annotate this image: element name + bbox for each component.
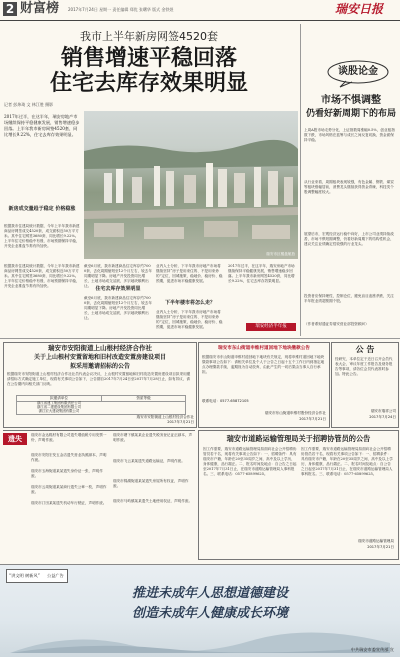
notice1-sign: 瑞安市安阳街道上山根村经济合作社 <box>136 415 194 419</box>
notice-road-transport <box>198 430 399 560</box>
aerial-city-photo <box>84 111 298 259</box>
notice4-body-cont: 因工作需要，瑞安市道路运输管理局拟面向社会公开招聘协管员若干名，现将有关事项公告如下：一、招聘条件：具有瑞安市户籍，年龄在20至35周岁之间，高中及以上学历，身体健康，品行端正。二、报名时间及地点：自公告之日起至2017年7月31日止，在瑞安市道路运输管理局人事科报名。三、联系电话：0577-65899625。 <box>301 447 393 476</box>
psa-footer: 中共瑞安市委宣传部 宣 <box>350 647 394 652</box>
notice2-title: 瑞安市东山街道申维村道回地下地块缴款公告 <box>218 346 310 351</box>
notice3-body: 经研究，本单位定于近日召开会员代表大会，审议年度工作报告及财务报告等事项，请各位会员代表准时参加。特此公告。 <box>335 357 393 376</box>
column-title-1: 市场不惧调整 <box>321 95 381 106</box>
lead-body-2: 根据我市住建局统计数据，今年上半年我市新建商品房网签成交4520套，成交面积近50万平方米。其中住宅网签3680套，同比增长9.22%。上半年住宅价格稳中有涨，市场预期保持平稳，开发企业推盘节奏有所加快。 <box>4 224 80 248</box>
talk-title: 谈股论金 <box>338 66 378 77</box>
column-body-2: 从行业来看，周期板块表现较强，有色金属、钢铁、煤炭等板块涨幅居前，消费龙头继续获得资金青睐，科技类个股调整幅度较大。 <box>304 180 394 194</box>
notice1-body: 根据瑞安市安阳街道上山根村经济合作社社员代表会议决议，上山根村安置留地和旧村改造安置房建设项目拟采用邀请招标方式确定施工单位，现将有关事项公告如下，公告期自2017年7月24日至2017年7月28日止，如有异议，请在公告期内向相关部门反映。 <box>7 372 191 386</box>
page-number: 2 <box>3 2 17 16</box>
list-item: 瑞安市塘下镇某某企业遗失税务登记证正副本，声明作废。 <box>113 433 193 442</box>
lead-title-2: 住宅去库存效果明显 <box>49 71 248 96</box>
list-item: 瑞安市马屿镇某某遗失土地使用权证，声明作废。 <box>113 499 193 503</box>
notice3-date: 2017年7月24日 <box>369 415 396 419</box>
notice1-title-1: 瑞安市安阳街道上山根村经济合作社 <box>48 344 152 352</box>
lead-title-1: 销售增速平稳回落 <box>60 46 237 71</box>
masthead <box>0 0 400 21</box>
section-divider <box>0 338 400 339</box>
date-line: 2017年7月24日 星期一 责任编辑 郑优 张曙华 版式 金铁煜 <box>68 7 174 12</box>
lead-body-2b: 根据我市住建局统计数据，今年上半年我市新建商品房网签成交4520套，成交面积近50万平方米。其中住宅网签3680套，同比增长9.22%。上半年住宅价格稳中有涨，市场预期保持平稳，开发企业推盘节奏有所加快。 <box>4 264 80 288</box>
notice4-date: 2017年7月21日 <box>367 545 394 549</box>
column-title-2: 仍看好新周期下的布局 <box>305 109 396 119</box>
notice4-sign: 瑞安市道路运输管理局 <box>358 539 394 543</box>
psa-label-box <box>6 569 68 583</box>
lead-body-3: 截至6月底，我市新建商品住宅库存约7000套，去化周期缩短至12个月左右，较去年同期明显下降。房地产开发投资同比增长，土地市场成交活跃，多宗地块顺利出让。 <box>84 264 152 288</box>
list-item: 瑞安市汀田某某遗失机动车行驶证，声明作废。 <box>31 501 107 505</box>
notice2-contact: 联系电话：0577-65872105 <box>202 399 249 403</box>
notice-shenwei <box>198 342 330 428</box>
talk-badge <box>326 60 390 88</box>
notice-shangshangen <box>3 342 197 428</box>
notice1-table-row: 浙江省建工集团有限责任公司 <box>36 401 82 405</box>
notice1-table-row: 浙江省二建建设集团有限公司 <box>36 405 82 409</box>
notice2-date: 2017年7月21日 <box>299 417 326 421</box>
column-body-1: 上周A股市场走势分化，上证指数周涨幅0.5%，创业板指数下跌，市场风格在蓝筹与成长之间反复切换，资金面保持平稳。 <box>304 128 395 142</box>
lead-kicker: 我市上半年新房网签4520套 <box>80 30 218 43</box>
lead-body-4b: 业内人士分析，下半年我市房地产市场将继续坚持“房子是用来住的、不是用来炒的”定位，因城施策，稳地价、稳房价、稳预期，促进市场平稳健康发展。 <box>156 310 223 329</box>
lost-notices-title: 遗失 <box>3 433 27 445</box>
notice2-body: 根据瑞安市东山街道申维村道回地下地块有关规定，现将申维村道回地下地块缴款事项公告如下：请相关单位及个人于公告之日起十五个工作日内到指定地点办理缴款手续，逾期视为自动放弃，由此产生的一切后果由当事人自行承担。 <box>202 355 325 374</box>
section-title: 财富榜 <box>20 1 60 16</box>
list-item: 瑞安市安阳宏发五金店遗失营业执照副本，声明作废。 <box>31 453 107 462</box>
paper-name: 瑞安日报 <box>335 2 384 16</box>
lost-notices <box>3 430 195 561</box>
column-divider <box>300 24 301 336</box>
notice1-table-row: 浙江宏大建设集团有限公司 <box>38 409 80 413</box>
notice4-title: 瑞安市道路运输管理局关于招聘协管员的公告 <box>226 434 371 443</box>
notice3-sign: 瑞安市瑞祥公司 <box>370 409 396 413</box>
notice1-title-3: 拟采用邀请招标的公告 <box>69 363 130 370</box>
notice1-table-header-1: 拟邀请单位 <box>17 396 102 402</box>
city-skyline-graphic <box>84 111 298 259</box>
lead-subhead-1: 新房成交量趋于稳定 价格稳涨 <box>8 206 76 212</box>
lead-body-3b: 截至6月底，我市新建商品住宅库存约7000套，去化周期缩短至12个月左右，较去年同期明显下降。房地产开发投资同比增长，土地市场成交活跃，多宗地块顺利出让。 <box>84 296 152 320</box>
lead-footer-tag: 瑞安经济半年报 <box>246 323 296 331</box>
column-author: （作者系财通证券瑞安营业部投资顾问） <box>304 322 369 326</box>
notice1-table <box>16 395 186 415</box>
psa-slogan-1: 推进未成年人思想道德建设 <box>131 586 288 601</box>
list-item: 瑞安市金达鞋材有限公司遗失增值税专用发票一份，声明作废。 <box>31 433 107 442</box>
column-body-4: 投资者应保持理性，控制仓位，避免盲目追涨杀跌，关注半年报业绩超预期个股。 <box>304 294 394 303</box>
notice-announcement <box>331 342 399 428</box>
notice3-title: 公 告 <box>355 345 375 354</box>
photo-caption: 瑞安市区楼盘航拍 <box>266 252 295 256</box>
lead-body-1b: 2017年过半，在这半年，瑞安房地产市场继续保持平稳健康发展，销售增速稳步回落。上半年我市新房网签4520套，同比增长9.22%，住宅去库存效果明显。 <box>228 264 295 283</box>
lead-subhead-2: 住宅去库存效果明显 <box>95 286 141 292</box>
list-item: 瑞安市云周街道某某商行遗失公章一枚，声明作废。 <box>31 485 107 494</box>
psa-label-2: 公益广告 <box>47 573 64 578</box>
notice2-sign: 瑞安市东山街道申维村股份经济合作社 <box>264 411 326 415</box>
lead-body-4: 业内人士分析，下半年我市房地产市场将继续坚持“房子是用来住的、不是用来炒的”定位，因城施策，稳地价、稳房价、稳预期，促进市场平稳健康发展。 <box>156 264 223 283</box>
lead-intro: 2017年过半，在这半年，瑞安房地产市场继续保持平稳健康发展，销售增速稳步回落。上半年我市新房网签4520套，同比增长9.22%，住宅去库存效果明显。 <box>4 114 80 137</box>
lead-byline: 记者 彭炜琦 文 林江胜 摄影 <box>4 102 54 107</box>
list-item: 瑞安市飞云某某遗失道路运输证，声明作废。 <box>113 459 185 463</box>
notice4-body: 因工作需要，瑞安市道路运输管理局拟面向社会公开招聘协管员若干名，现将有关事项公告如下：一、招聘条件：具有瑞安市户籍，年龄在20至35周岁之间，高中及以上学历，身体健康，品行端正。二、报名时间及地点：自公告之日起至2017年7月31日止，在瑞安市道路运输管理局人事科报名。三、联系电话：0577-65899625。 <box>203 447 297 476</box>
hills-graphic <box>10 623 390 653</box>
psa-label-1: “讲文明 树新风” <box>9 573 40 578</box>
psa-slogan-2: 创造未成年人健康成长环境 <box>131 606 288 621</box>
notice1-date: 2017年7月21日 <box>167 420 194 424</box>
list-item: 瑞安市玉海街道某某遗失身份证一张，声明作废。 <box>31 469 103 478</box>
public-service-ad <box>0 564 400 657</box>
lead-subhead-3: 下半年楼市将怎么走？ <box>164 300 215 306</box>
notice1-table-header-2: 资质等级 <box>102 396 185 402</box>
list-item: 瑞安市锦湖街道某某遗失房屋所有权证，声明作废。 <box>113 479 189 488</box>
notice1-title-2: 关于上山根村安置留地和旧村改造安置房建设项目 <box>33 354 166 361</box>
column-body-3: 展望后市，宏观经济运行稳中向好，上市公司业绩持续改善，市场不惧短期调整，仍看好新周期下的结构性机会，建议关注业绩确定性较强的行业龙头。 <box>304 232 394 246</box>
